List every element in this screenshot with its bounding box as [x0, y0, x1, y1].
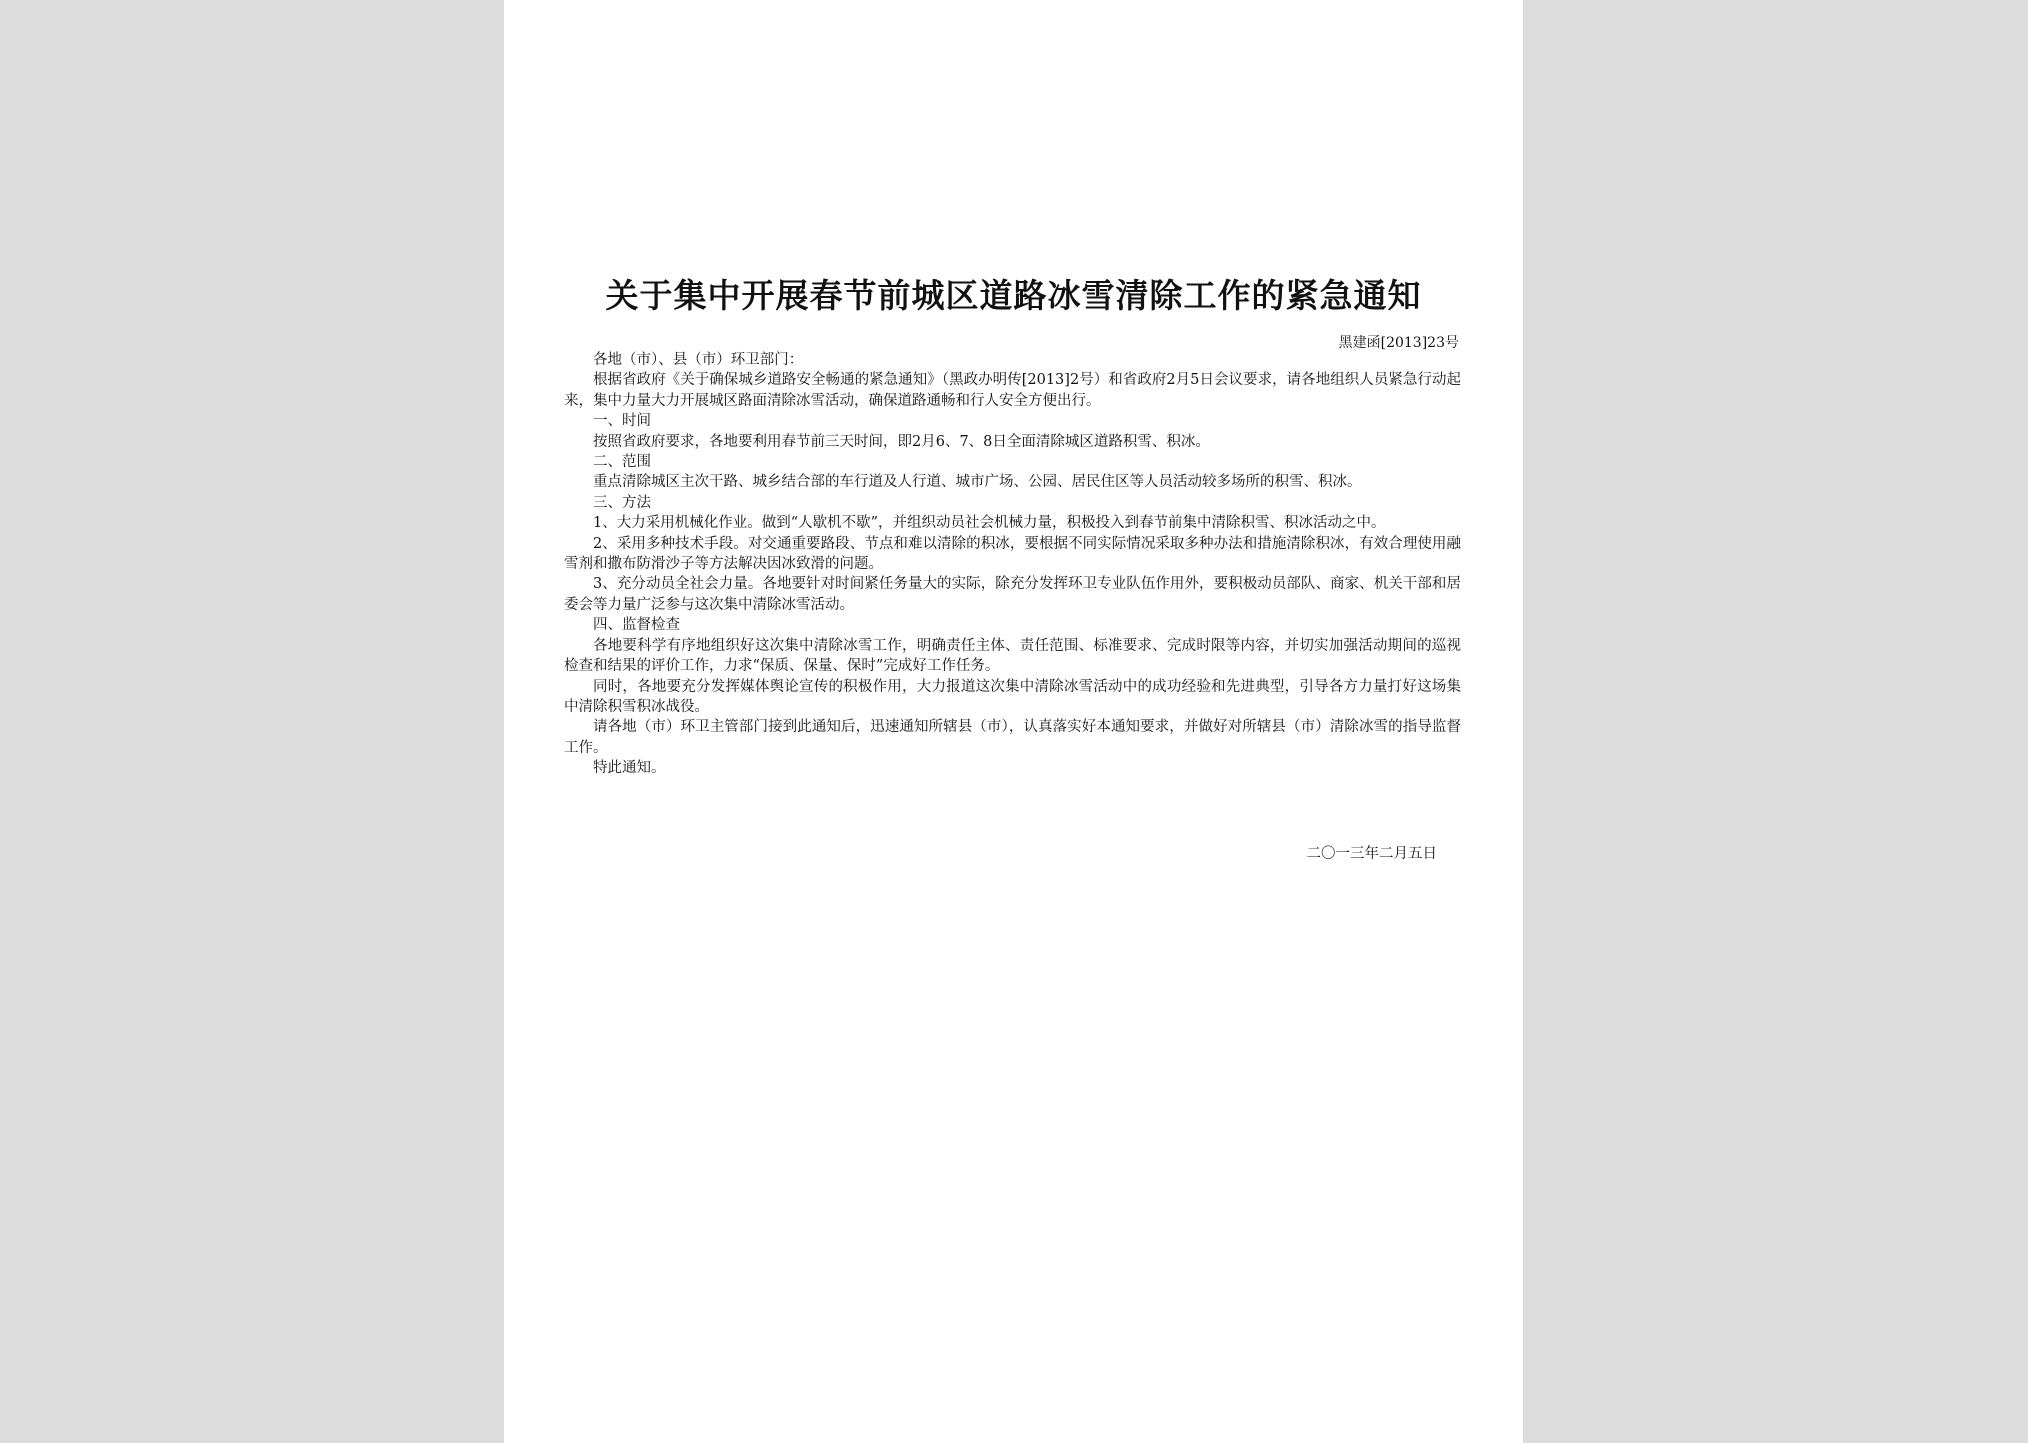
document-number: 黑建函[2013]23号	[1338, 335, 1459, 351]
paragraph: 2、采用多种技术手段。对交通重要路段、节点和难以清除的积冰，要根据不同实际情况采取多种办法和措施清除积冰，有效合理使用融雪剂和撒布防滑沙子等方法解决因冰致滑的问题。	[564, 535, 1461, 573]
document-title: 关于集中开展春节前城区道路冰雪清除工作的紧急通知	[605, 276, 1422, 315]
paragraph: 各地要科学有序地组织好这次集中清除冰雪工作，明确责任主体、责任范围、标准要求、完成时限等内容，并切实加强活动期间的巡视检查和结果的评价工作，力求“保质、保量、保时”完成好工作任务。	[564, 637, 1461, 675]
paragraph: 根据省政府《关于确保城乡道路安全畅通的紧急通知》（黑政办明传[2013]2号）和省政府2月5日会议要求，请各地组织人员紧急行动起来，集中力量大力开展城区路面清除冰雪活动，确保道路通畅和行人安全方便出行。	[564, 372, 1461, 409]
paragraph: 同时，各地要充分发挥媒体舆论宣传的积极作用，大力报道这次集中清除冰雪活动中的成功经验和先进典型，引导各方力量打好这场集中清除积雪积冰战役。	[564, 678, 1461, 715]
paragraph: 请各地（市）环卫主管部门接到此通知后，迅速通知所辖县（市），认真落实好本通知要求，并做好对所辖县（市）清除冰雪的指导监督工作。	[564, 719, 1461, 756]
section-heading: 二、范围	[593, 454, 651, 471]
closing: 特此通知。	[593, 760, 666, 777]
salutation: 各地（市）、县（市）环卫部门：	[593, 352, 804, 368]
section-heading: 三、方法	[593, 494, 651, 511]
paragraph: 3、充分动员全社会力量。各地要针对时间紧任务量大的实际，除充分发挥环卫专业队伍作用外，要积极动员部队、商家、机关干部和居委会等力量广泛参与这次集中清除冰雪活动。	[564, 576, 1461, 613]
paragraph: 按照省政府要求，各地要利用春节前三天时间，即2月6、7、8日全面清除城区道路积雪、积冰。	[593, 433, 1210, 450]
paragraph: 重点清除城区主次干路、城乡结合部的车行道及人行道、城市广场、公园、居民住区等人员活动较多场所的积雪、积冰。	[593, 474, 1362, 491]
document-page	[504, 0, 1523, 1443]
document-date: 二〇一三年二月五日	[1306, 846, 1437, 862]
section-heading: 一、时间	[593, 413, 651, 430]
document-body	[564, 350, 1461, 779]
section-heading: 四、监督检查	[593, 617, 680, 634]
paragraph: 1、大力采用机械化作业。做到“人歇机不歇”，并组织动员社会机械力量，积极投入到春节前集中清除积雪、积冰活动之中。	[593, 515, 1386, 532]
